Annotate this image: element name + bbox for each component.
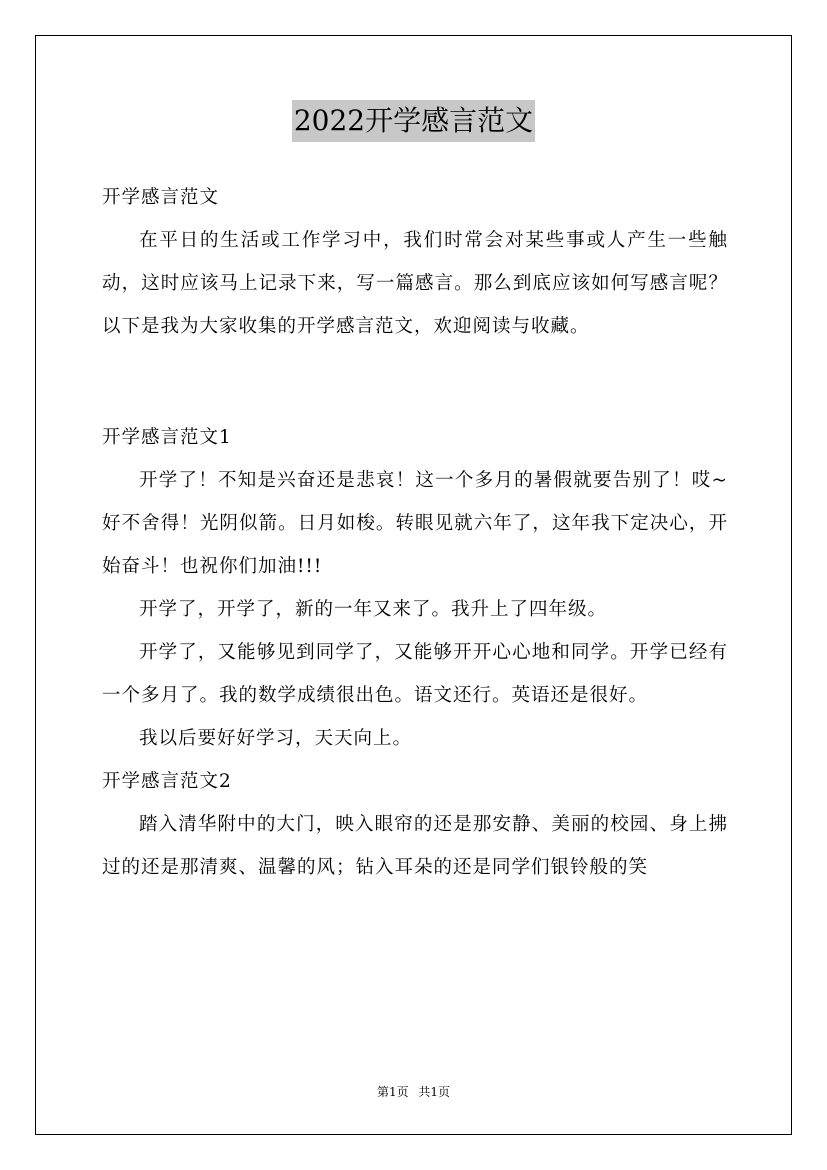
- page-number-current: 第1页: [376, 1085, 409, 1099]
- section1-paragraph-1: 开学了！不知是兴奋还是悲哀！这一个多月的暑假就要告别了！哎~好不舍得！光阴似箭。日月如梭。转眼见就六年了，这年我下定决心，开始奋斗！也祝你们加油!!!: [102, 470, 728, 577]
- document-body: [102, 176, 728, 889]
- intro-paragraph: 在平日的生活或工作学习中，我们时常会对某些事或人产生一些触动，这时应该马上记录下来，写一篇感言。那么到底应该如何写感言呢？以下是我为大家收集的开学感言范文，欢迎阅读与收藏。: [102, 230, 728, 337]
- title-container: [0, 100, 827, 142]
- section1-heading: 开学感言范文1: [102, 427, 232, 448]
- document-title: 2022开学感言范文: [292, 100, 535, 142]
- section1-paragraph-3: 开学了，又能够见到同学了，又能够开开心心地和同学。开学已经有一个多月了。我的数学成绩很出色。语文还行。英语还是很好。: [102, 642, 728, 706]
- section-spacer: [102, 348, 728, 416]
- intro-heading: 开学感言范文: [102, 187, 220, 208]
- page-number-total: 共1页: [418, 1085, 451, 1099]
- section2-heading: 开学感言范文2: [102, 771, 232, 792]
- section2-paragraph: 踏入清华附中的大门，映入眼帘的还是那安静、美丽的校园、身上拂过的还是那清爽、温馨的风；钻入耳朵的还是同学们银铃般的笑: [102, 814, 728, 878]
- section1-paragraph-2: 开学了，开学了，新的一年又来了。我升上了四年级。: [139, 599, 608, 620]
- section1-paragraph-4: 我以后要好好学习，天天向上。: [139, 728, 413, 749]
- page-footer: [0, 1083, 827, 1101]
